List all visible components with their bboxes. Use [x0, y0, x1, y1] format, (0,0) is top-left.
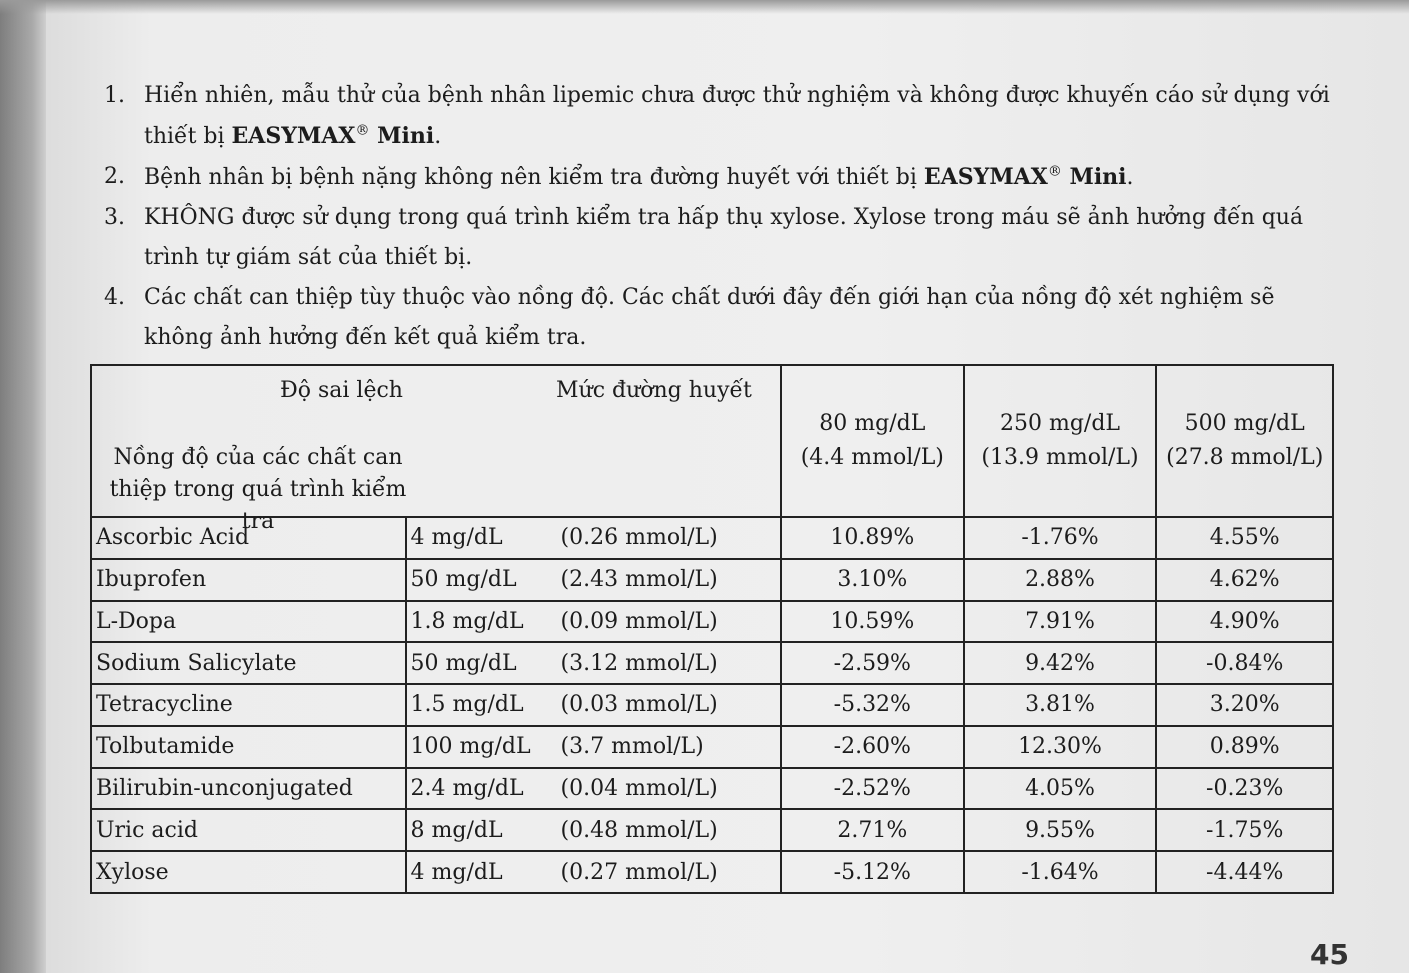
concentration-mg: 4 mg/dL	[410, 525, 503, 551]
note-2	[104, 157, 1334, 198]
note-text: Các chất can thiệp tùy thuộc vào nồng độ. Các chất dưới đây đến giới hạn của nồng độ xét nghiệm sẽ không ảnh hưởng đến kết quả kiểm tra.	[144, 285, 1275, 350]
registered-mark: ®	[1047, 163, 1062, 180]
bias-80: -2.59%	[781, 642, 964, 684]
bias-80: 10.59%	[781, 601, 964, 643]
page-number: 45	[1310, 938, 1349, 971]
table-row	[91, 684, 1333, 726]
bias-500: -1.75%	[1156, 809, 1333, 851]
bias-500: 3.20%	[1156, 684, 1333, 726]
substance-name: Uric acid	[91, 809, 406, 851]
bias-500: 4.55%	[1156, 517, 1333, 559]
brand-name: EASYMAX	[923, 164, 1048, 190]
level-mg: 250 mg/dL	[999, 411, 1121, 436]
substance-name: Ibuprofen	[91, 559, 406, 601]
substance-name: Ascorbic Acid	[91, 517, 406, 559]
brand-suffix: Mini	[1061, 164, 1127, 190]
concentration-mmol: (2.43 mmol/L)	[560, 567, 718, 593]
substance-name: Tolbutamide	[91, 726, 406, 768]
concentration-mg: 100 mg/dL	[410, 734, 531, 760]
concentration-mmol: (0.48 mmol/L)	[560, 817, 718, 843]
level-header-80	[781, 365, 964, 517]
bias-250: 2.88%	[964, 559, 1157, 601]
bias-80: 3.10%	[781, 559, 964, 601]
substance-concentration	[406, 601, 781, 643]
concentration-mg: 2.4 mg/dL	[410, 775, 524, 801]
concentration-mg: 8 mg/dL	[410, 817, 503, 843]
note-text: Bệnh nhân bị bệnh nặng không nên kiểm tra đường huyết với thiết bị	[144, 165, 924, 190]
note-end: .	[434, 124, 442, 149]
concentration-mg: 50 mg/dL	[410, 650, 517, 676]
level-mmol: (4.4 mmol/L)	[800, 445, 944, 470]
bias-80: -5.12%	[781, 851, 964, 893]
concentration-mmol: (3.12 mmol/L)	[560, 650, 718, 676]
bias-250: 3.81%	[964, 684, 1157, 726]
concentration-mmol: (0.04 mmol/L)	[560, 775, 718, 801]
note-3	[104, 198, 1334, 278]
level-mg: 500 mg/dL	[1184, 411, 1305, 436]
bias-250: 7.91%	[964, 601, 1157, 643]
note-4	[104, 278, 1334, 358]
bias-250: 4.05%	[964, 768, 1157, 810]
note-number: 4.	[104, 285, 125, 310]
page-gutter-shadow	[0, 0, 46, 973]
concentration-mg: 50 mg/dL	[410, 567, 517, 593]
bias-80: 10.89%	[781, 517, 964, 559]
table-row	[91, 809, 1333, 851]
note-number: 1.	[104, 83, 125, 108]
table-row	[91, 851, 1333, 893]
level-mmol: (13.9 mmol/L)	[981, 445, 1139, 470]
note-text: KHÔNG được sử dụng trong quá trình kiểm tra hấp thụ xylose. Xylose trong máu sẽ ảnh hưởng đến quá trình tự giám sát của thiết bị.	[144, 205, 1304, 270]
concentration-mmol: (0.26 mmol/L)	[560, 525, 718, 551]
table-body	[91, 517, 1333, 893]
note-text: Hiển nhiên, mẫu thử của bệnh nhân lipemic chưa được thử nghiệm và không được khuyến cáo sử dụng với thiết bị	[144, 83, 1330, 149]
bias-500: 4.62%	[1156, 559, 1333, 601]
level-mmol: (27.8 mmol/L)	[1166, 445, 1324, 470]
concentration-mmol: (0.03 mmol/L)	[560, 692, 718, 718]
table-row	[91, 559, 1333, 601]
bias-250: 12.30%	[964, 726, 1157, 768]
substance-concentration	[406, 851, 781, 893]
note-number: 3.	[104, 205, 125, 230]
substance-name: Xylose	[91, 851, 406, 893]
substance-concentration	[406, 559, 781, 601]
table-row	[91, 768, 1333, 810]
brand-name: EASYMAX	[231, 123, 356, 149]
bias-80: -5.32%	[781, 684, 964, 726]
bias-header: Độ sai lệch	[280, 378, 403, 403]
bias-250: -1.64%	[964, 851, 1157, 893]
page-top-shadow	[0, 0, 1409, 14]
bias-250: 9.55%	[964, 809, 1157, 851]
bias-80: -2.60%	[781, 726, 964, 768]
glucose-level-header: Mức đường huyết	[556, 378, 752, 403]
bias-250: 9.42%	[964, 642, 1157, 684]
level-header-500	[1156, 365, 1333, 517]
substance-concentration	[406, 517, 781, 559]
substance-name: Sodium Salicylate	[91, 642, 406, 684]
level-header-250	[964, 365, 1157, 517]
table-header-row	[91, 365, 1333, 517]
concentration-mg: 1.8 mg/dL	[410, 608, 524, 634]
concentration-mmol: (3.7 mmol/L)	[560, 734, 704, 760]
substance-concentration	[406, 726, 781, 768]
concentration-mmol: (0.09 mmol/L)	[560, 608, 718, 634]
bias-500: -0.84%	[1156, 642, 1333, 684]
substance-concentration	[406, 809, 781, 851]
bias-500: -4.44%	[1156, 851, 1333, 893]
table-row	[91, 726, 1333, 768]
concentration-mg: 4 mg/dL	[410, 859, 503, 885]
bias-250: -1.76%	[964, 517, 1157, 559]
bias-80: -2.52%	[781, 768, 964, 810]
table-header-main	[91, 365, 781, 534]
substance-concentration	[406, 768, 781, 810]
brand-suffix: Mini	[369, 123, 435, 149]
bias-500: 0.89%	[1156, 726, 1333, 768]
substance-concentration	[406, 684, 781, 726]
bias-500: 4.90%	[1156, 601, 1333, 643]
concentration-header: Nồng độ của các chất can thiệp trong quá trình kiểm tra	[109, 445, 407, 534]
registered-mark: ®	[355, 122, 370, 139]
table-row	[91, 642, 1333, 684]
bias-500: -0.23%	[1156, 768, 1333, 810]
bias-80: 2.71%	[781, 809, 964, 851]
note-number: 2.	[104, 164, 125, 189]
note-1	[104, 76, 1334, 157]
substance-concentration	[406, 642, 781, 684]
notes-list	[104, 76, 1334, 358]
note-end: .	[1126, 165, 1134, 190]
interference-table	[90, 364, 1334, 894]
concentration-mg: 1.5 mg/dL	[410, 692, 524, 718]
level-mg: 80 mg/dL	[819, 411, 926, 436]
substance-name: L-Dopa	[91, 601, 406, 643]
substance-name: Tetracycline	[91, 684, 406, 726]
table-row	[91, 601, 1333, 643]
substance-name: Bilirubin-unconjugated	[91, 768, 406, 810]
concentration-mmol: (0.27 mmol/L)	[560, 859, 718, 885]
